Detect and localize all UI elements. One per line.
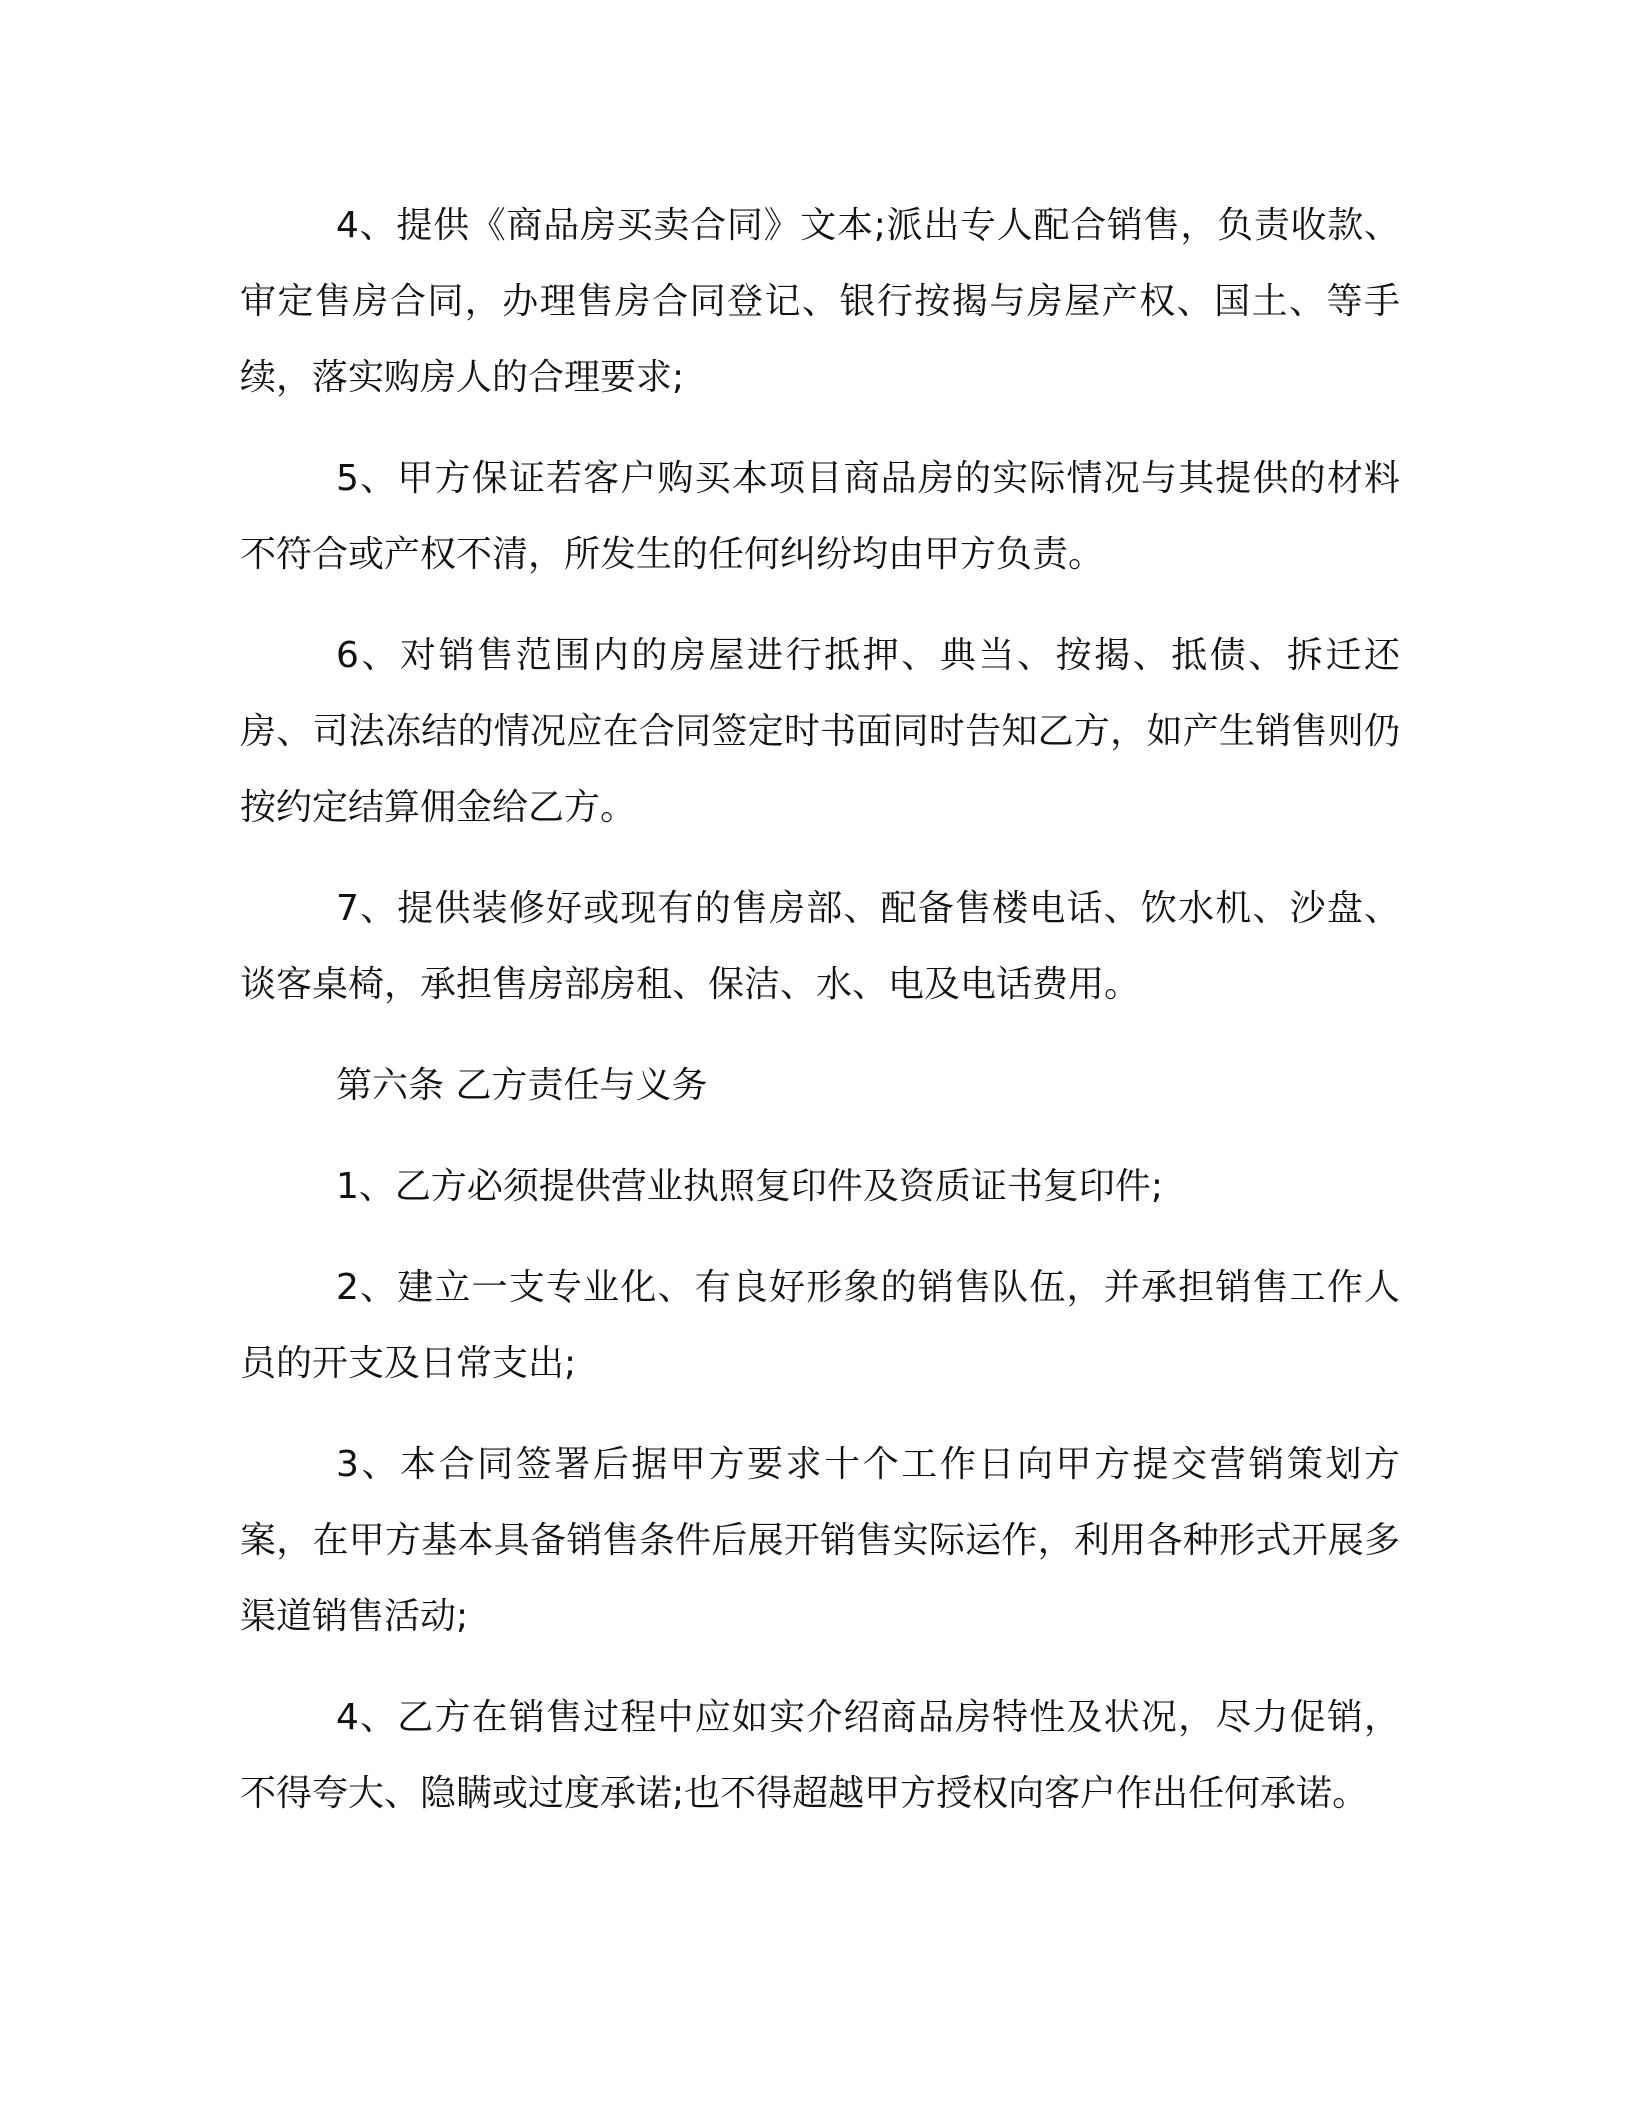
clause-paragraph: 4、提供《商品房买卖合同》文本;派出专人配合销售，负责收款、审定售房合同，办理售房合同登记、银行按揭与房屋产权、国土、等手续，落实购房人的合理要求; — [240, 205, 1400, 398]
article-heading: 第六条 乙方责任与义务 — [336, 1065, 708, 1106]
clause-paragraph: 2、建立一支专业化、有良好形象的销售队伍，并承担销售工作人员的开支及日常支出; — [240, 1267, 1400, 1384]
clause-paragraph: 6、对销售范围内的房屋进行抵押、典当、按揭、抵债、拆迁还房、司法冻结的情况应在合同签定时书面同时告知乙方，如产生销售则仍按约定结算佣金给乙方。 — [240, 635, 1400, 828]
clause-paragraph: 4、乙方在销售过程中应如实介绍商品房特性及状况，尽力促销，不得夸大、隐瞒或过度承诺;也不得超越甲方授权向客户作出任何承诺。 — [240, 1697, 1400, 1814]
clause-paragraph: 7、提供装修好或现有的售房部、配备售楼电话、饮水机、沙盘、谈客桌椅，承担售房部房租、保洁、水、电及电话费用。 — [240, 888, 1400, 1005]
document-body — [240, 188, 1400, 1857]
clause-paragraph: 5、甲方保证若客户购买本项目商品房的实际情况与其提供的材料不符合或产权不清，所发生的任何纠纷均由甲方负责。 — [240, 458, 1400, 575]
clause-paragraph: 3、本合同签署后据甲方要求十个工作日向甲方提交营销策划方案，在甲方基本具备销售条件后展开销售实际运作，利用各种形式开展多渠道销售活动; — [240, 1444, 1400, 1637]
clause-paragraph: 1、乙方必须提供营业执照复印件及资质证书复印件; — [336, 1166, 1164, 1207]
